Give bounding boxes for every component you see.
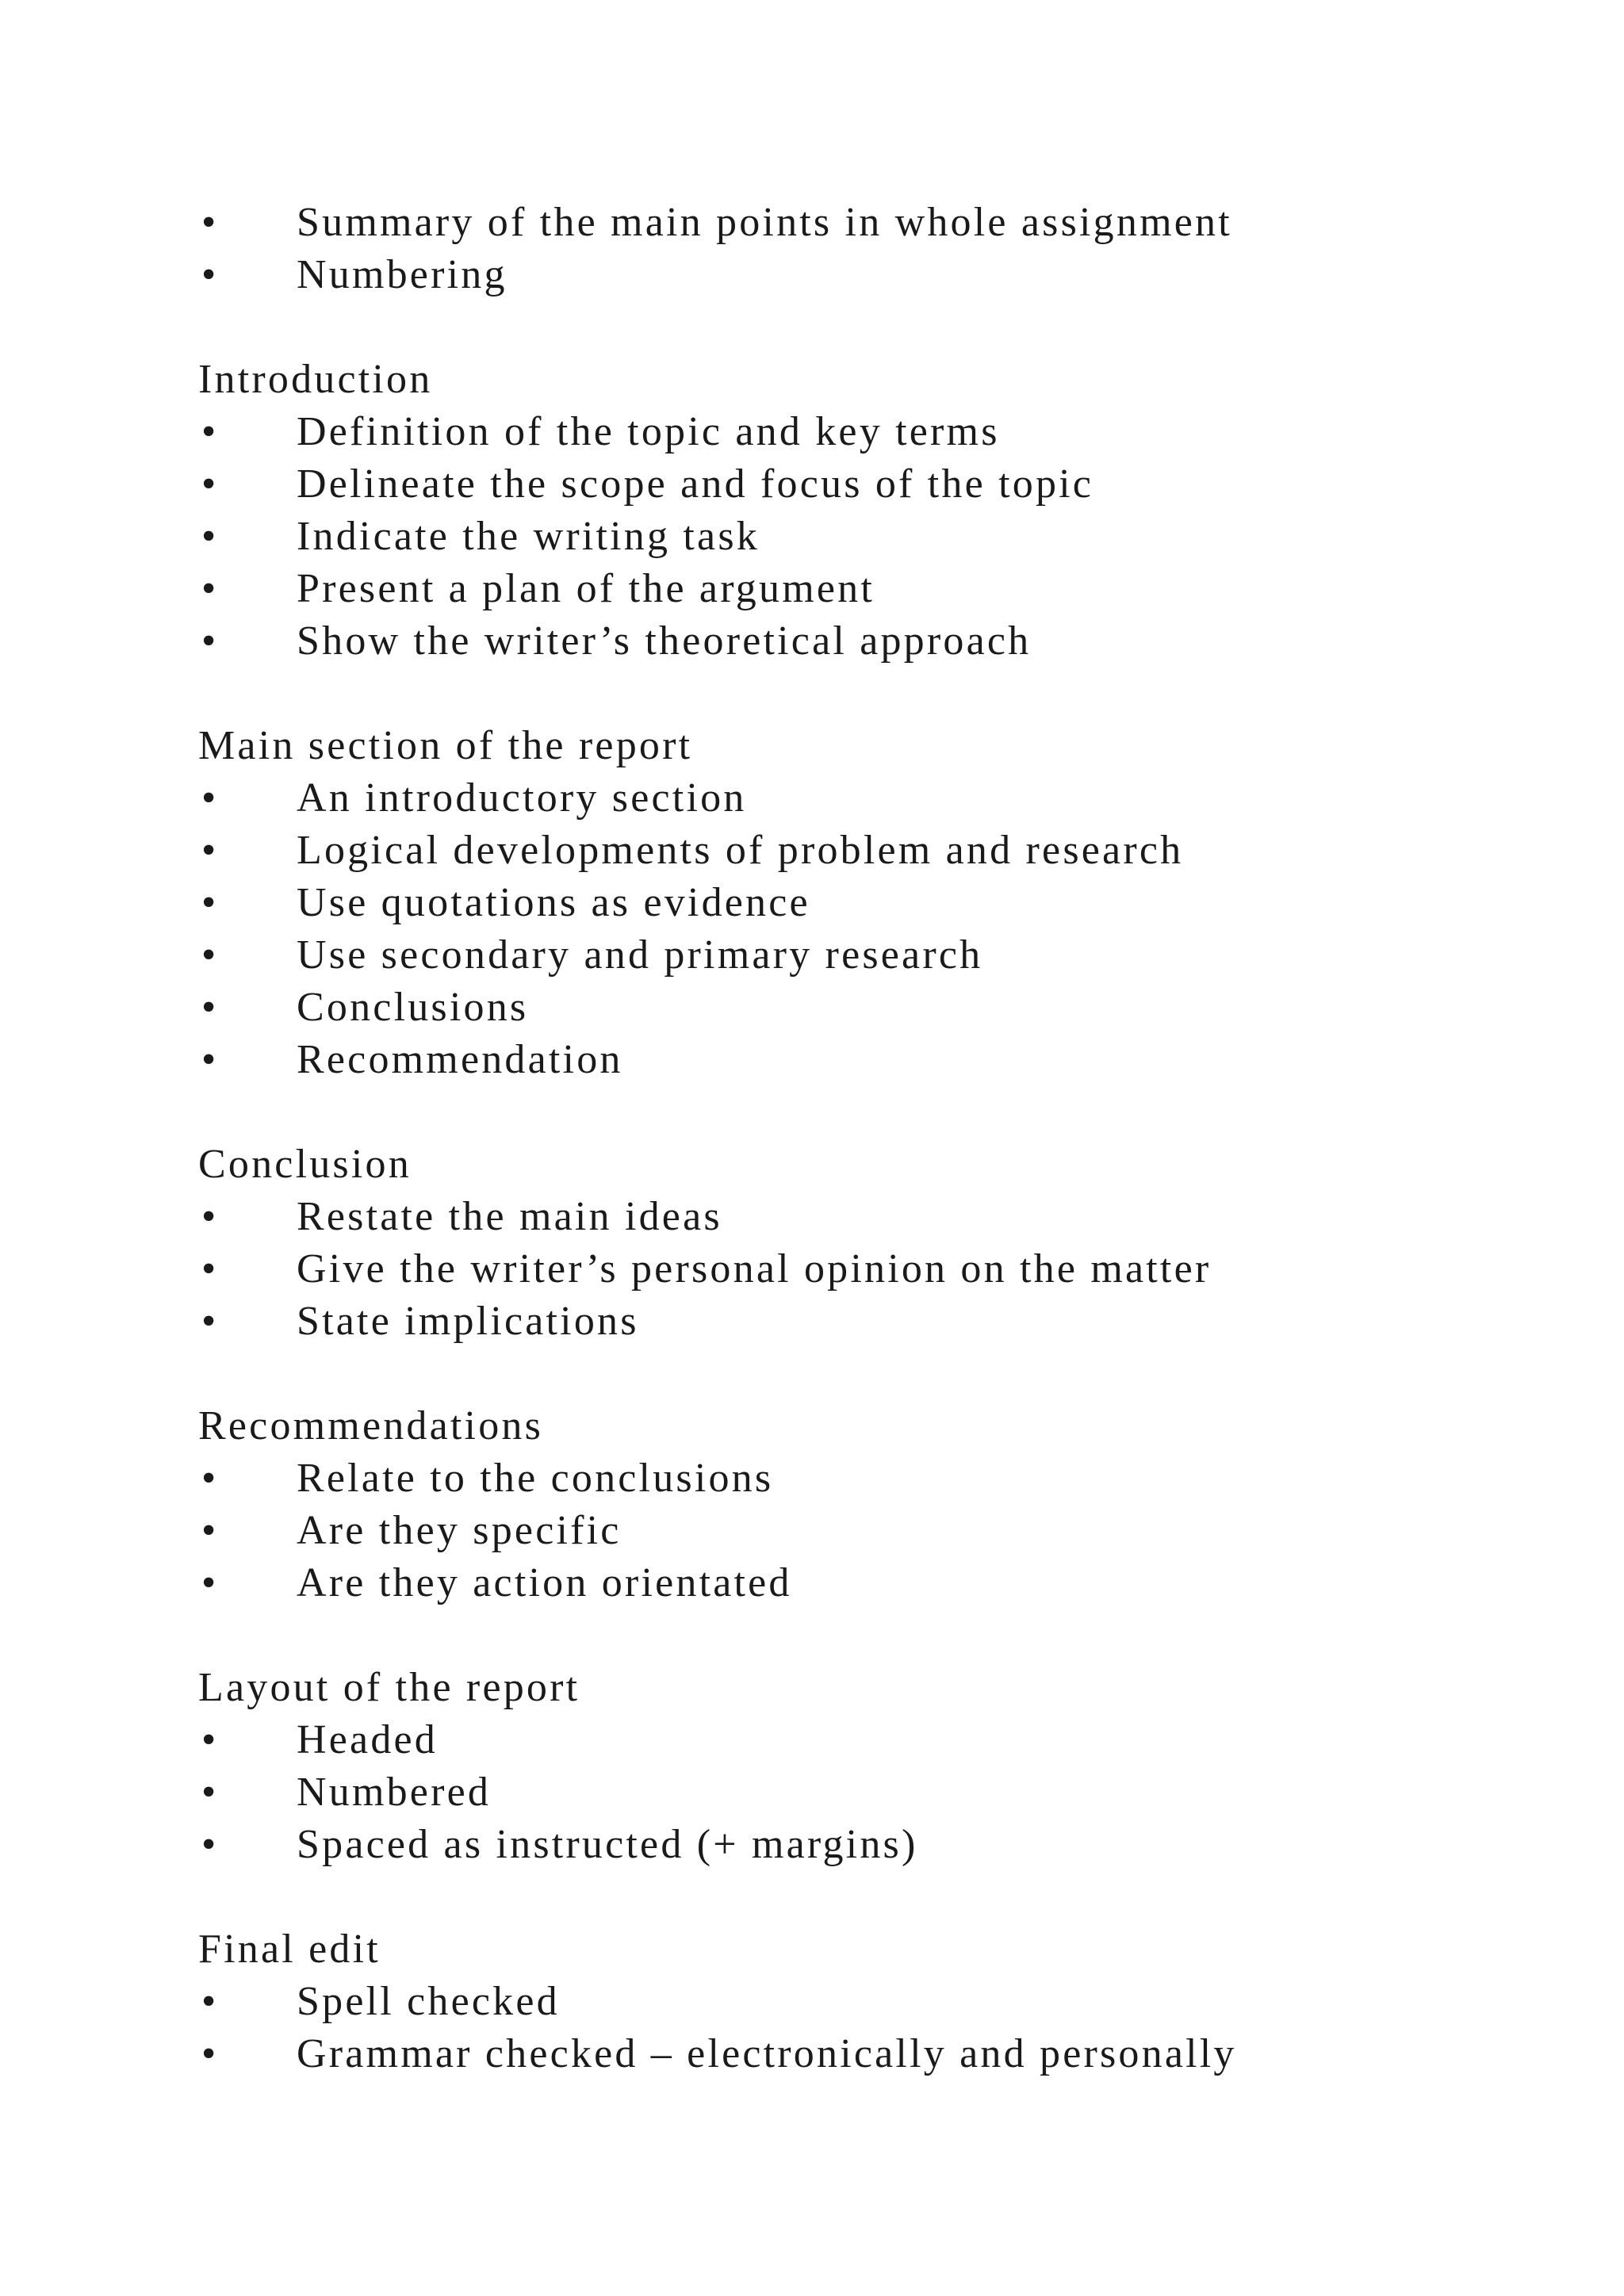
list-item xyxy=(198,1819,1546,1871)
list-item-text: Numbered xyxy=(297,1770,492,1815)
section-final-edit xyxy=(198,1923,1546,2080)
list-item-text: Use quotations as evidence xyxy=(297,880,810,925)
list-item xyxy=(198,563,1546,615)
bullet-icon: • xyxy=(201,1979,219,2024)
bullet-icon: • xyxy=(201,932,219,978)
list-item-text: Are they action orientated xyxy=(297,1560,792,1605)
list-item-text: Conclusions xyxy=(297,985,529,1030)
bullet-icon: • xyxy=(201,461,219,507)
list-item xyxy=(198,615,1546,668)
list-item xyxy=(198,929,1546,982)
bullet-icon: • xyxy=(201,200,219,245)
list-item-text: Recommendation xyxy=(297,1037,623,1082)
list-item xyxy=(198,982,1546,1034)
bullet-icon: • xyxy=(201,514,219,559)
bullet-icon: • xyxy=(201,1770,219,1815)
document-page xyxy=(198,197,1546,2133)
list-item xyxy=(198,1243,1546,1295)
list-item-text: Headed xyxy=(297,1717,438,1762)
bullet-icon: • xyxy=(201,775,219,821)
list-item xyxy=(198,1034,1546,1086)
bullet-icon: • xyxy=(201,880,219,925)
bullet-icon: • xyxy=(201,618,219,664)
bullet-icon: • xyxy=(201,1246,219,1292)
bullet-icon: • xyxy=(201,1456,219,1501)
list-item-text: Numbering xyxy=(297,252,508,297)
section-heading: Introduction xyxy=(198,357,433,402)
bullet-icon: • xyxy=(201,2031,219,2076)
section-heading: Conclusion xyxy=(198,1142,412,1187)
bullet-icon: • xyxy=(201,1299,219,1344)
list-item xyxy=(198,1766,1546,1819)
list-item-text: Present a plan of the argument xyxy=(297,566,875,611)
list-item-text: An introductory section xyxy=(297,775,747,821)
bullet-icon: • xyxy=(201,985,219,1030)
list-item-text: State implications xyxy=(297,1299,639,1344)
list-item xyxy=(198,2028,1546,2080)
list-item xyxy=(198,511,1546,563)
section-heading: Final edit xyxy=(198,1927,381,1972)
list-item-text: Restate the main ideas xyxy=(297,1194,722,1239)
list-item-text: Definition of the topic and key terms xyxy=(297,409,1000,454)
section-heading: Layout of the report xyxy=(198,1665,580,1710)
bullet-icon: • xyxy=(201,1822,219,1867)
list-item xyxy=(198,1976,1546,2028)
list-item xyxy=(198,1714,1546,1766)
section-heading: Main section of the report xyxy=(198,723,693,768)
bullet-icon: • xyxy=(201,1508,219,1553)
list-item-text: Logical developments of problem and research xyxy=(297,828,1184,873)
list-item xyxy=(198,1452,1546,1505)
list-item xyxy=(198,1557,1546,1609)
section-recommendations xyxy=(198,1400,1546,1609)
list-item xyxy=(198,249,1546,301)
bullet-icon: • xyxy=(201,1717,219,1762)
bullet-icon: • xyxy=(201,828,219,873)
section-conclusion xyxy=(198,1138,1546,1348)
list-item-text: Relate to the conclusions xyxy=(297,1456,774,1501)
bullet-icon: • xyxy=(201,1037,219,1082)
list-item xyxy=(198,825,1546,877)
list-item-text: Delineate the scope and focus of the topic xyxy=(297,461,1094,507)
list-item-text: Are they specific xyxy=(297,1508,622,1553)
list-item-text: Show the writer’s theoretical approach xyxy=(297,618,1032,664)
list-item xyxy=(198,406,1546,458)
section-main xyxy=(198,720,1546,1086)
bullet-icon: • xyxy=(201,1194,219,1239)
section-layout xyxy=(198,1662,1546,1871)
bullet-icon: • xyxy=(201,252,219,297)
list-item xyxy=(198,458,1546,511)
bullet-icon: • xyxy=(201,566,219,611)
section-heading: Recommendations xyxy=(198,1403,544,1448)
list-item xyxy=(198,1295,1546,1348)
list-item-text: Grammar checked – electronically and personally xyxy=(297,2031,1237,2076)
list-item-text: Spell checked xyxy=(297,1979,560,2024)
list-item xyxy=(198,197,1546,249)
section-summary xyxy=(198,197,1546,301)
list-item-text: Indicate the writing task xyxy=(297,514,760,559)
list-item xyxy=(198,1505,1546,1557)
list-item-text: Spaced as instructed (+ margins) xyxy=(297,1822,918,1867)
section-introduction xyxy=(198,354,1546,668)
list-item-text: Summary of the main points in whole assignment xyxy=(297,200,1232,245)
list-item-text: Use secondary and primary research xyxy=(297,932,983,978)
bullet-icon: • xyxy=(201,1560,219,1605)
list-item-text: Give the writer’s personal opinion on the matter xyxy=(297,1246,1212,1292)
list-item xyxy=(198,1191,1546,1243)
bullet-icon: • xyxy=(201,409,219,454)
list-item xyxy=(198,877,1546,929)
list-item xyxy=(198,772,1546,825)
